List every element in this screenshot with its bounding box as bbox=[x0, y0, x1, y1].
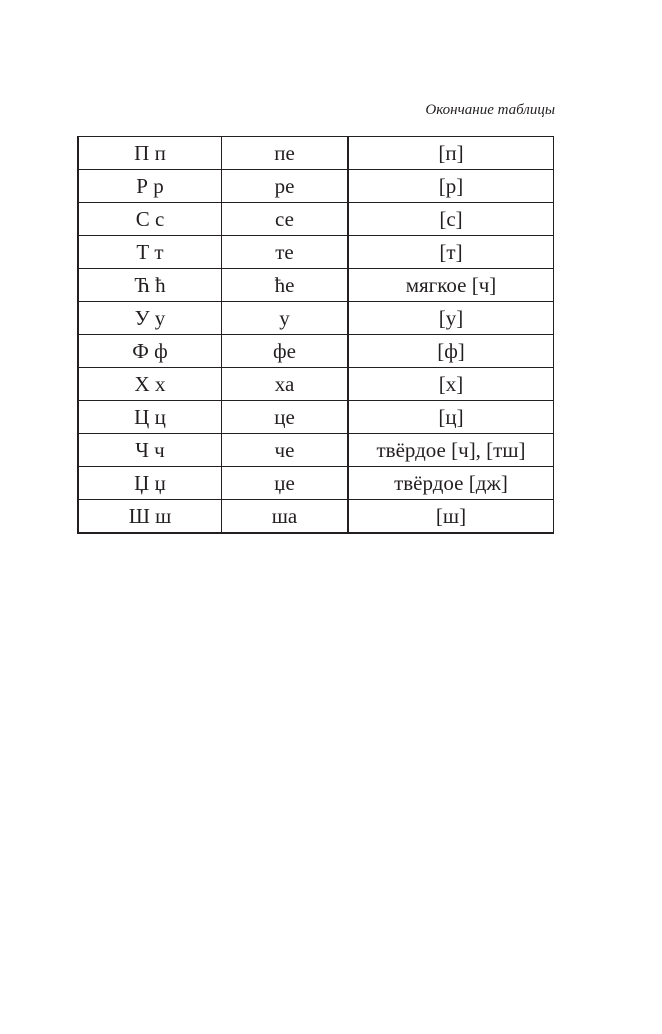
letter-cell: Х х bbox=[78, 368, 222, 401]
letter-cell: Т т bbox=[78, 236, 222, 269]
table-row bbox=[78, 170, 554, 203]
table-row bbox=[78, 467, 554, 500]
pronunciation-cell: [ф] bbox=[348, 335, 554, 368]
letter-name-cell: ре bbox=[222, 170, 349, 203]
letter-name-cell: ха bbox=[222, 368, 349, 401]
table-row bbox=[78, 335, 554, 368]
pronunciation-cell: твёрдое [ч], [тш] bbox=[348, 434, 554, 467]
table-row bbox=[78, 401, 554, 434]
letter-name-cell: те bbox=[222, 236, 349, 269]
letter-name-cell: фе bbox=[222, 335, 349, 368]
letter-cell: У у bbox=[78, 302, 222, 335]
pronunciation-cell: [ш] bbox=[348, 500, 554, 534]
letter-name-cell: џе bbox=[222, 467, 349, 500]
table-row bbox=[78, 368, 554, 401]
table-row bbox=[78, 269, 554, 302]
letter-cell: Ф ф bbox=[78, 335, 222, 368]
table-row bbox=[78, 302, 554, 335]
pronunciation-cell: [п] bbox=[348, 137, 554, 170]
letter-cell: Ћ ћ bbox=[78, 269, 222, 302]
letter-cell: Ш ш bbox=[78, 500, 222, 534]
letter-cell: Р р bbox=[78, 170, 222, 203]
letter-name-cell: у bbox=[222, 302, 349, 335]
letter-cell: Џ џ bbox=[78, 467, 222, 500]
table-row bbox=[78, 434, 554, 467]
letter-cell: С с bbox=[78, 203, 222, 236]
pronunciation-cell: [с] bbox=[348, 203, 554, 236]
pronunciation-cell: твёрдое [дж] bbox=[348, 467, 554, 500]
letter-name-cell: ша bbox=[222, 500, 349, 534]
pronunciation-cell: мягкое [ч] bbox=[348, 269, 554, 302]
alphabet-table bbox=[77, 136, 554, 534]
letter-cell: П п bbox=[78, 137, 222, 170]
pronunciation-cell: [ц] bbox=[348, 401, 554, 434]
letter-cell: Ч ч bbox=[78, 434, 222, 467]
pronunciation-cell: [х] bbox=[348, 368, 554, 401]
table-row bbox=[78, 236, 554, 269]
letter-name-cell: ће bbox=[222, 269, 349, 302]
letter-name-cell: се bbox=[222, 203, 349, 236]
letter-cell: Ц ц bbox=[78, 401, 222, 434]
pronunciation-cell: [т] bbox=[348, 236, 554, 269]
pronunciation-cell: [р] bbox=[348, 170, 554, 203]
table-continuation-caption: Окончание таблицы bbox=[425, 102, 555, 118]
letter-name-cell: пе bbox=[222, 137, 349, 170]
letter-name-cell: це bbox=[222, 401, 349, 434]
table-row bbox=[78, 137, 554, 170]
letter-name-cell: че bbox=[222, 434, 349, 467]
table-row bbox=[78, 500, 554, 534]
table-row bbox=[78, 203, 554, 236]
pronunciation-cell: [у] bbox=[348, 302, 554, 335]
